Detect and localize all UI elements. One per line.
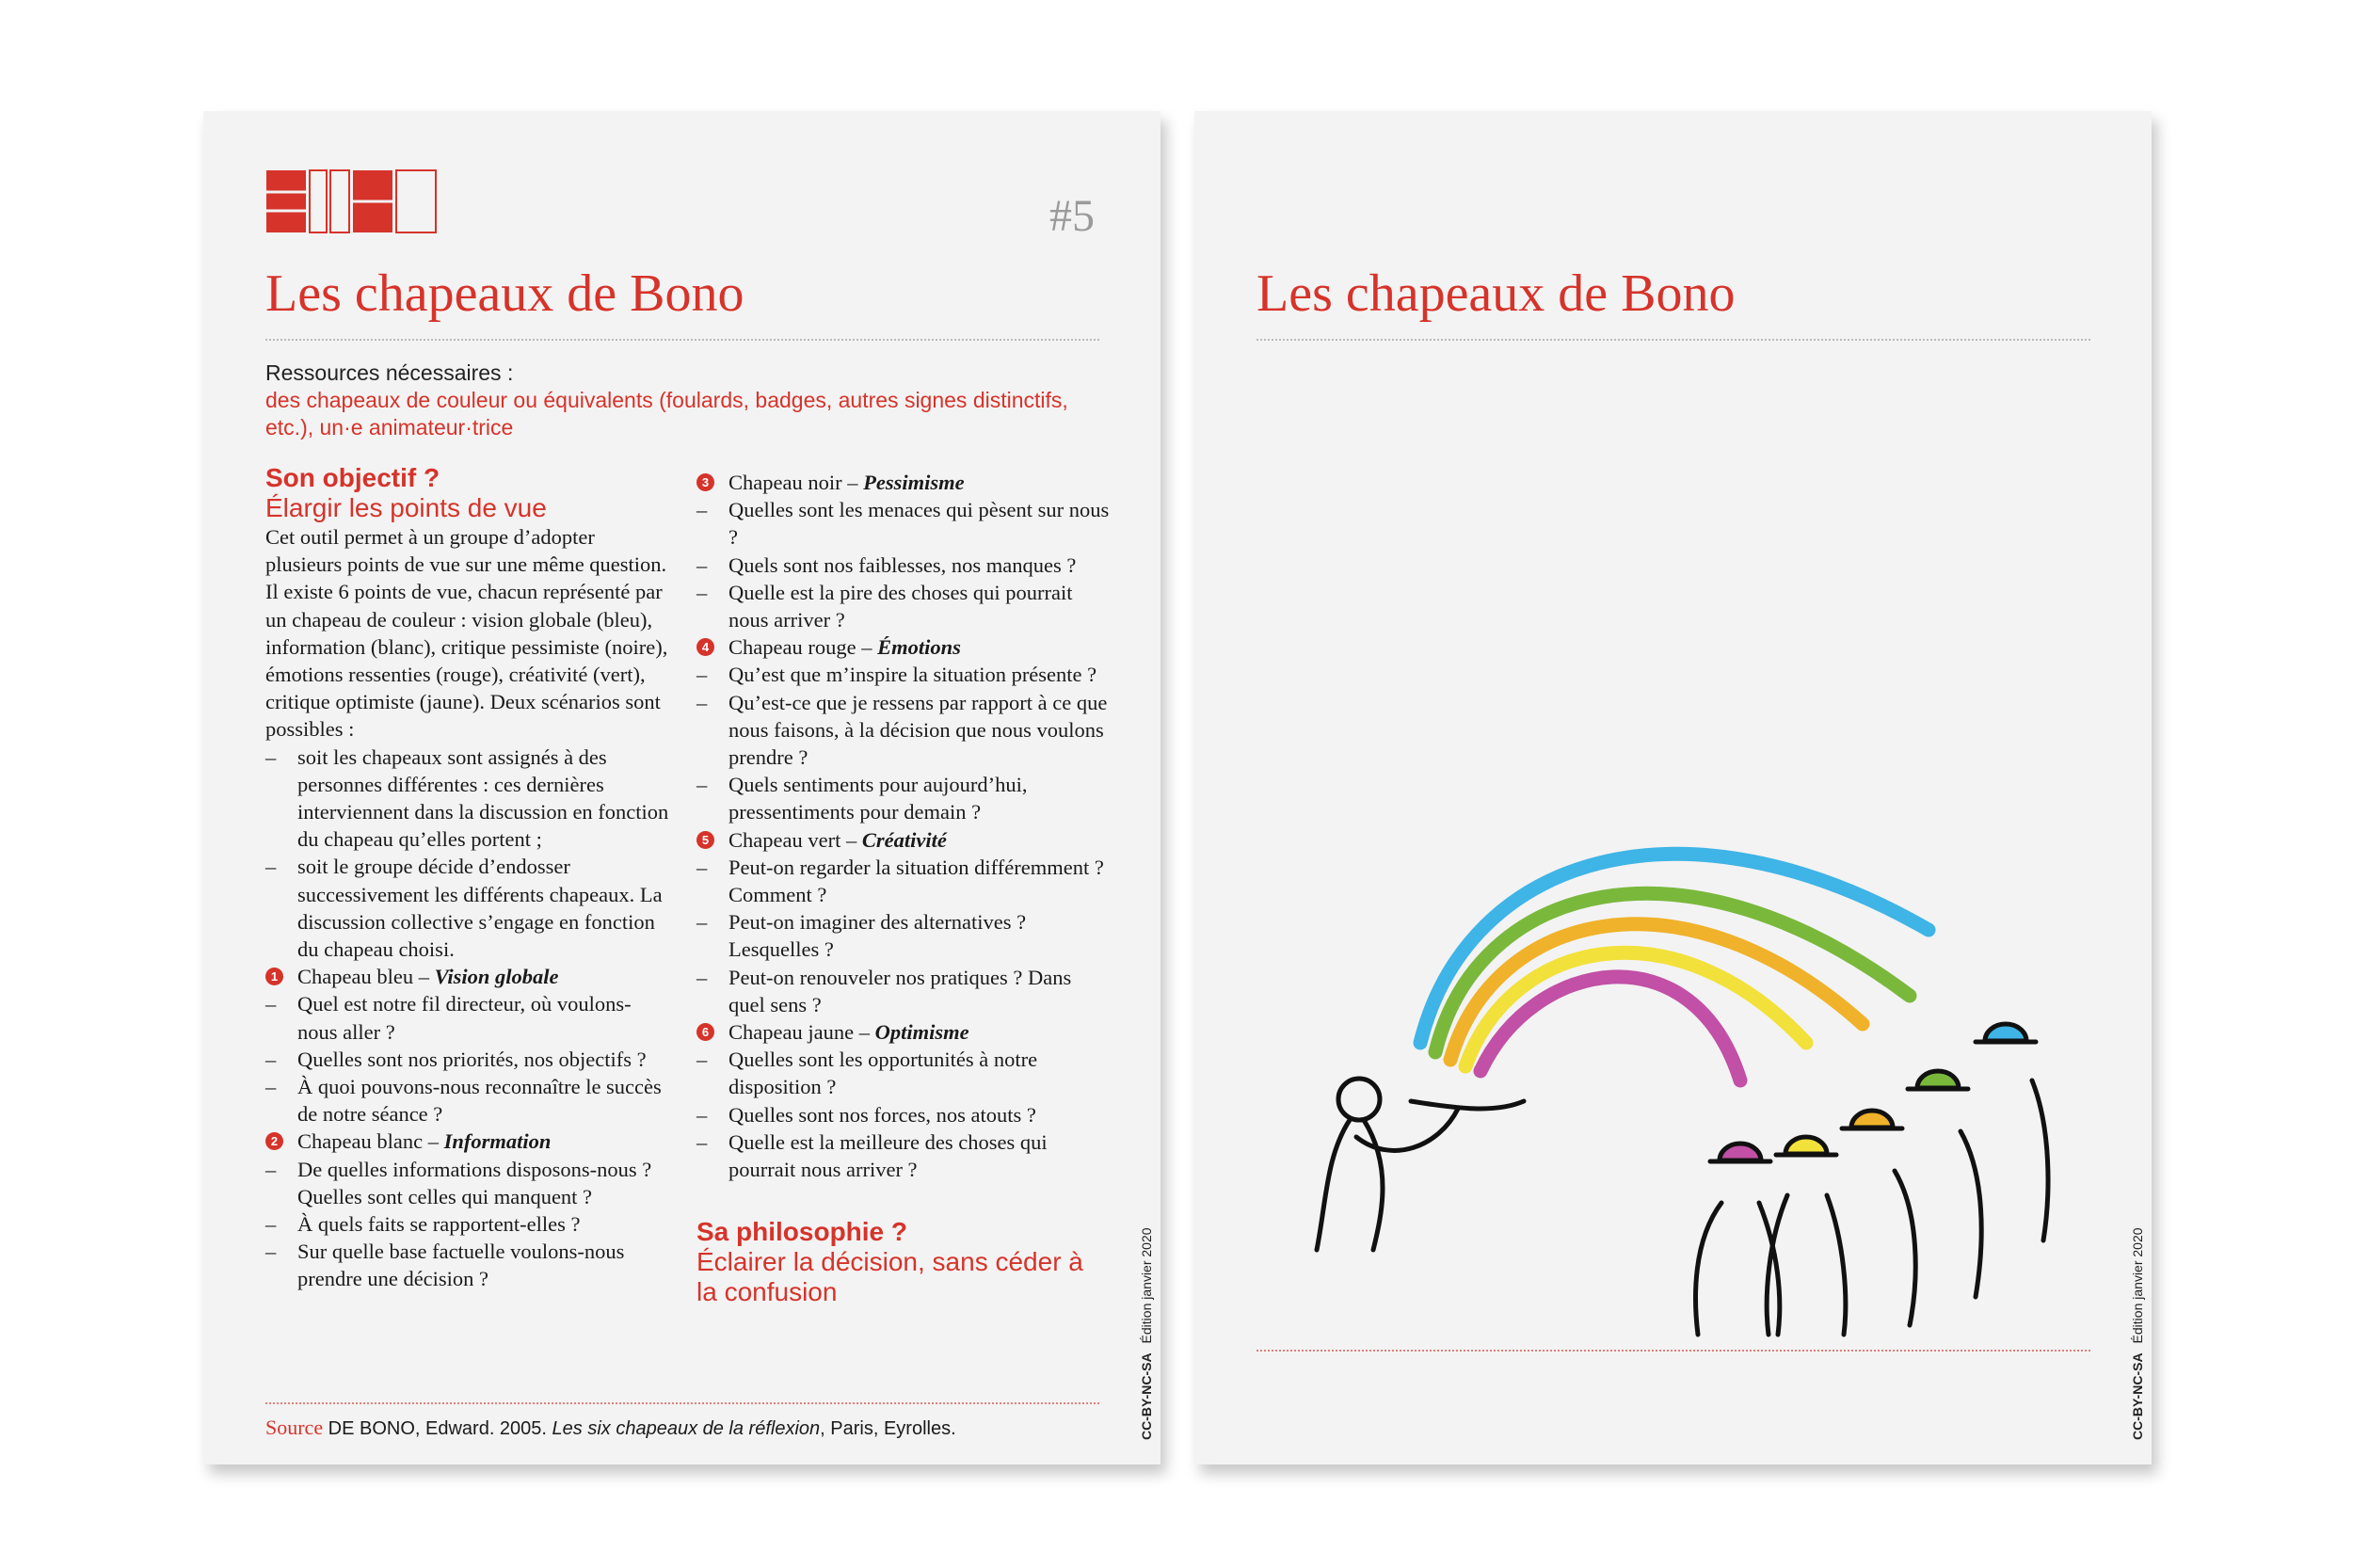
list-item: – À quels faits se rapportent-elles ? — [265, 1212, 581, 1237]
hat-heading-green: 5 Chapeau vert – Créativité — [696, 826, 1111, 854]
hat-heading-red: 4 Chapeau rouge – Émotions — [696, 633, 1111, 661]
list-item: – Quels sont nos faiblesses, nos manques ? — [696, 552, 1077, 577]
list-item: – Quelles sont les menaces qui pèsent sur nous ? — [696, 498, 1110, 550]
resources-value: des chapeaux de couleur ou équivalents (foulards, badges, autres signes distinctifs, etc.), un·e animateur·trice — [265, 388, 1068, 440]
list-item: – Quelle est la meilleure des choses qui pourrait nous arriver ? — [696, 1129, 1048, 1182]
list-item: – soit les chapeaux sont assignés à des personnes différentes : ces dernières interviennent dans la discussion en fonction du chapeau qu’elles portent ; — [265, 744, 669, 852]
list-item: – Quelles sont nos priorités, nos objectifs ? — [265, 1047, 647, 1071]
title-divider — [1257, 339, 2090, 341]
left-column — [265, 463, 670, 1293]
list-item: – Qu’est que m’inspire la situation présente ? — [696, 663, 1097, 687]
number-badge: 2 — [265, 1132, 283, 1150]
card-logo-icon — [265, 169, 437, 233]
bottom-divider — [1257, 1350, 2090, 1352]
list-item: – Quelles sont nos forces, nos atouts ? — [696, 1102, 1036, 1127]
right-column — [696, 469, 1111, 1307]
hat-heading-blue: 1 Chapeau bleu – Vision globale — [265, 963, 670, 990]
hat-heading-yellow: 6 Chapeau jaune – Optimisme — [696, 1018, 1111, 1046]
list-item: – À quoi pouvons-nous reconnaître le succès de notre séance ? — [265, 1075, 662, 1127]
objective-body: Cet outil permet à un groupe d’adopter plusieurs points de vue sur une même question. Il existe 6 points de vue, chacun représenté par un chapeau de couleur : vision globale (bleu), information (blanc), critique pessimiste (noire), émotions ressenties (rouge), créativité (vert), critique optimiste (jaune). Deux scénarios sont possibles : — [265, 525, 668, 742]
number-badge: 3 — [696, 473, 714, 491]
list-item: – Quels sentiments pour aujourd’hui, pressentiments pour demain ? — [696, 773, 1028, 824]
list-item: – De quelles informations disposons-nous ? Quelles sont celles qui manquent ? — [265, 1157, 652, 1208]
title-divider — [265, 339, 1099, 341]
card-title: Les chapeaux de Bono — [1257, 264, 1736, 323]
hat-heading-black: 3 Chapeau noir – Pessimisme — [696, 469, 1111, 496]
list-item: – Peut-on renouveler nos pratiques ? Dans quel sens ? — [696, 965, 1072, 1016]
source-divider — [265, 1402, 1099, 1404]
number-badge: 1 — [265, 968, 283, 985]
resources-label: Ressources nécessaires : — [265, 360, 514, 385]
resources-block — [265, 360, 1094, 441]
card-title: Les chapeaux de Bono — [265, 264, 744, 323]
number-badge: 6 — [696, 1023, 714, 1041]
hat-heading-white: 2 Chapeau blanc – Information — [265, 1128, 670, 1155]
list-item: – Sur quelle base factuelle voulons-nous prendre une décision ? — [265, 1240, 625, 1291]
objective-subtitle: Élargir les points de vue — [265, 493, 547, 522]
number-badge: 4 — [696, 638, 714, 656]
list-item: – Peut-on imaginer des alternatives ? Lesquelles ? — [696, 910, 1027, 962]
list-item: – Quelles sont les opportunités à notre disposition ? — [696, 1048, 1038, 1099]
philosophy-heading: Sa philosophie ? — [696, 1217, 908, 1247]
list-item: – Quelle est la pire des choses qui pourrait nous arriver ? — [696, 580, 1073, 632]
license-vertical: CC-BY-NC-SAÉdition janvier 2020 — [2130, 1227, 2145, 1440]
list-item: – Qu’est-ce que je ressens par rapport à ce que nous faisons, à la décision que nous voulons prendre ? — [696, 690, 1108, 770]
number-badge: 5 — [696, 831, 714, 849]
philosophy-subtitle: Éclairer la décision, sans céder à la confusion — [696, 1247, 1083, 1307]
source-citation: Source DE BONO, Edward. 2005. Les six chapeaux de la réflexion, Paris, Eyrolles. — [265, 1416, 956, 1439]
card-back — [1194, 111, 2152, 1464]
card-number: #5 — [1049, 191, 1095, 241]
license-vertical: CC-BY-NC-SAÉdition janvier 2020 — [1139, 1227, 1154, 1440]
list-item: – Quel est notre fil directeur, où voulons-nous aller ? — [265, 992, 632, 1044]
list-item: – soit le groupe décide d’endosser successivement les différents chapeaux. La discussion collective s’engage en fonction du chapeau choisi. — [265, 855, 663, 962]
rainbow-hats-illustration — [1270, 638, 2079, 1372]
objective-heading: Son objectif ? — [265, 463, 440, 492]
list-item: – Peut-on regarder la situation différemment ? Comment ? — [696, 855, 1104, 907]
card-front — [203, 111, 1160, 1464]
